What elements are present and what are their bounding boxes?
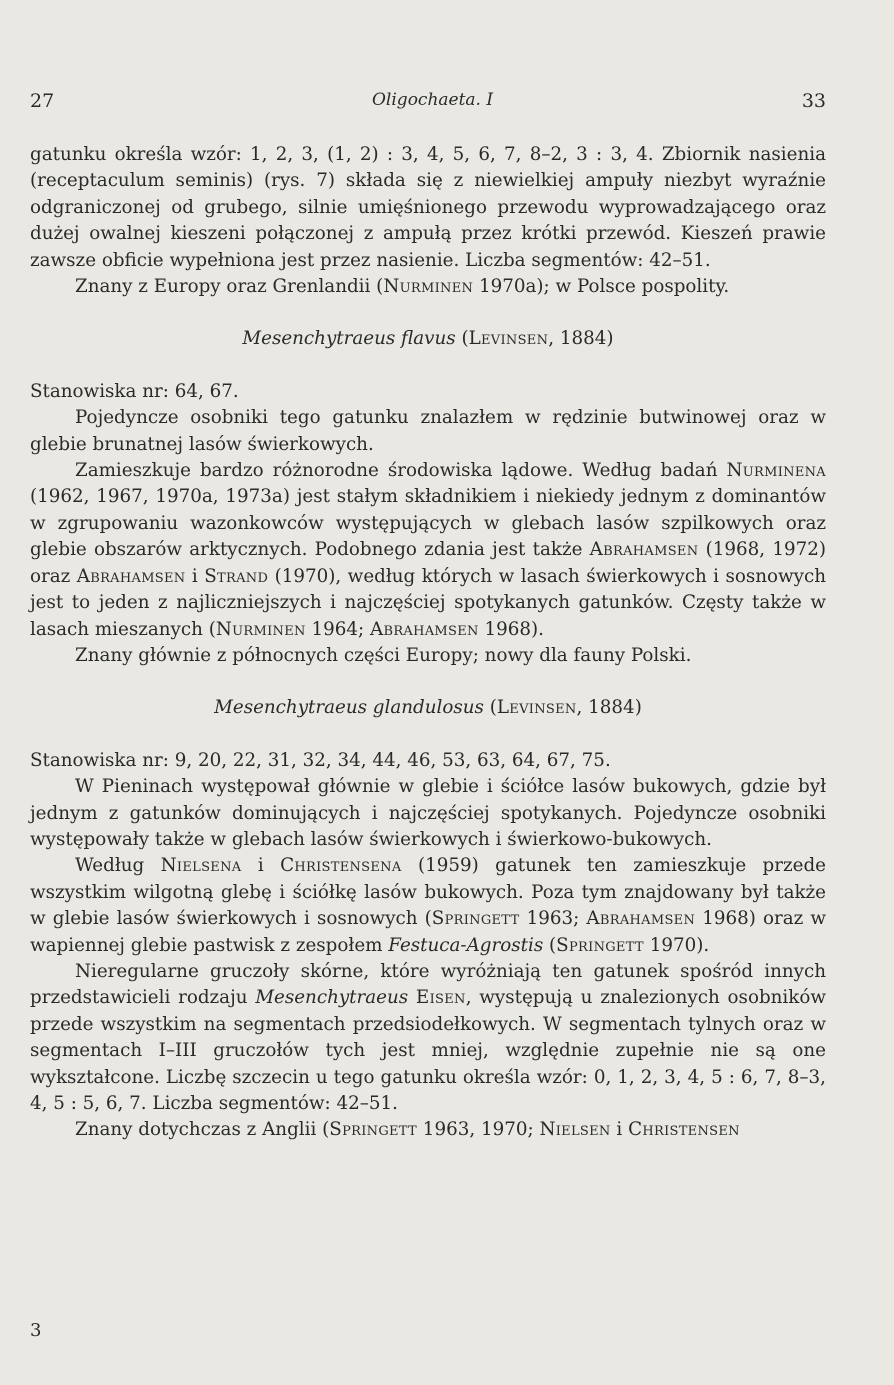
paragraph: Według Nielsena i Christensena (1959) gatunek ten zamieszkuje przede wszystkim wilgotną glebę i ściółkę lasów bukowych. Poza tym znajdowany był także w glebie lasów świerkowych i sosnowych (Springett 1963; Abrahamsen 1968) oraz w wapiennej glebie pastwisk z zespołem Festuca-Agrostis (Springett 1970).: [30, 855, 826, 956]
author-name: Nurminena: [726, 460, 826, 482]
taxon-name: Festuca-Agrostis: [388, 934, 544, 956]
author-name: Strand: [204, 565, 269, 587]
author-name: Christensena: [280, 855, 402, 877]
species-author: Levinsen: [496, 697, 577, 719]
species-heading: Mesenchytraeus flavus (Levinsen, 1884): [242, 328, 614, 350]
author-name: Abrahamsen: [586, 908, 696, 930]
author-name: Springett: [329, 1119, 417, 1141]
author-name: Abrahamsen: [369, 618, 479, 640]
signature-mark: 3: [30, 1320, 42, 1341]
stations-line: Stanowiska nr: 64, 67.: [30, 380, 239, 402]
stations-line: Stanowiska nr: 9, 20, 22, 31, 32, 34, 44, 46, 53, 63, 64, 67, 75.: [30, 749, 611, 771]
author-name: Nielsen: [539, 1119, 611, 1141]
paragraph-distribution: Znany z Europy oraz Grenlandii (Nurminen 1970a); w Polsce pospolity.: [75, 276, 730, 298]
author-name: Eisen: [415, 987, 466, 1009]
paragraph: Znany głównie z północnych części Europy; nowy dla fauny Polski.: [75, 644, 692, 666]
author-name: Springett: [431, 908, 520, 930]
author-name: Springett: [556, 934, 644, 956]
author-name: Abrahamsen: [589, 539, 699, 561]
species-name: Mesenchytraeus flavus: [242, 328, 456, 350]
body-text: [30, 142, 826, 1144]
paragraph: Nieregularne gruczoły skórne, które wyróżniają ten gatunek spośród innych przedstawicieli rodzaju Mesenchytraeus Eisen, występują u znalezionych osobników przede wszystkim na segmentach przedsiodełkowych. W segmentach tylnych oraz w segmentach I–III gruczołów tych jest mniej, względnie zupełnie nie są one wykształcone. Liczbę szczecin u tego gatunku określa wzór: 0, 1, 2, 3, 4, 5 : 6, 7, 8–3, 4, 5 : 5, 6, 7. Liczba segmentów: 42–51.: [30, 960, 827, 1114]
paragraph: Znany dotychczas z Anglii (Springett 1963, 1970; Nielsen i Christensen: [75, 1119, 740, 1141]
author-name: Nurminen: [215, 618, 306, 640]
page-header: [30, 90, 826, 116]
paragraph: Pojedyncze osobniki tego gatunku znalazłem w rędzinie butwinowej oraz w glebie brunatnej lasów świerkowych.: [30, 407, 826, 455]
paragraph-continuation: gatunku określa wzór: 1, 2, 3, (1, 2) : 3, 4, 5, 6, 7, 8–2, 3 : 3, 4. Zbiornik nasienia (receptaculum seminis) (rys. 7) składa się z niewielkiej ampuły niezbyt wyraźnie odgraniczonej od grubego, silnie umięśnionego przewodu wyprowadzającego oraz dużej owalnej kieszeni połączonej z ampułą przez krótki przewód. Kieszeń prawie zawsze obficie wypełniona jest przez nasienie. Liczba segmentów: 42–51.: [30, 144, 826, 271]
species-author: Levinsen: [468, 328, 549, 350]
right-page-number: 33: [801, 90, 826, 112]
author-name: Abrahamsen: [76, 565, 186, 587]
species-name: Mesenchytraeus glandulosus: [214, 697, 484, 719]
species-heading: Mesenchytraeus glandulosus (Levinsen, 1884): [214, 697, 642, 719]
author-name: Nielsena: [160, 855, 242, 877]
author-name: Nurminen: [383, 276, 474, 298]
author-name: Christensen: [628, 1119, 740, 1141]
genus-name: Mesenchytraeus: [255, 987, 409, 1009]
running-title: Oligochaeta. I: [372, 90, 494, 110]
paragraph: Zamieszkuje bardzo różnorodne środowiska lądowe. Według badań Nurminena (1962, 1967, 1970a, 1973a) jest stałym składnikiem i niekiedy jednym z dominantów w zgrupowaniu wazonkowców występujących w glebach lasów szpilkowych oraz glebie obszarów arktycznych. Podobnego zdania jest także Abrahamsen (1968, 1972) oraz Abrahamsen i Strand (1970), według których w lasach świerkowych i sosnowych jest to jeden z najliczniejszych i najczęściej spotykanych gatunków. Częsty także w lasach mieszanych (Nurminen 1964; Abrahamsen 1968).: [30, 460, 826, 640]
paragraph: W Pieninach występował głównie w glebie i ściółce lasów bukowych, gdzie był jednym z gatunków dominujących i najczęściej spotykanych. Pojedyncze osobniki występowały także w glebach lasów świerkowych i świerkowo-bukowych.: [30, 776, 826, 850]
left-page-number: 27: [30, 90, 55, 112]
